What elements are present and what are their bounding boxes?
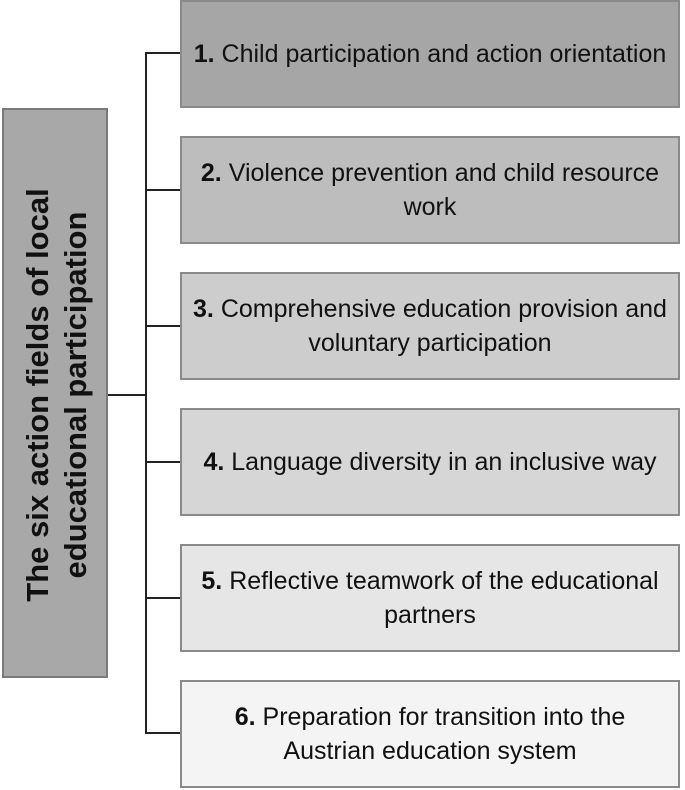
- action-field-text-6: Preparation for transition into the Austrian education system: [262, 703, 626, 765]
- action-field-text-2: Violence prevention and child resource work: [228, 159, 660, 221]
- connector-trunk: [145, 52, 147, 733]
- action-field-label-1: [194, 37, 667, 71]
- connector-branch-5: [145, 597, 180, 599]
- connector-branch-4: [145, 461, 180, 463]
- action-field-number-5: 5.: [201, 567, 223, 595]
- action-field-label-6: [188, 700, 672, 768]
- connector-branch-2: [145, 189, 180, 191]
- action-field-box-6: [180, 680, 680, 788]
- action-field-box-3: [180, 272, 680, 380]
- action-field-text-4: Language diversity in an inclusive way: [231, 448, 657, 476]
- action-field-number-1: 1.: [193, 40, 215, 68]
- action-field-text-1: Child participation and action orientation: [221, 40, 667, 68]
- connector-root-stub: [108, 394, 146, 396]
- action-field-box-1: [180, 0, 680, 108]
- action-field-label-2: [188, 156, 672, 224]
- connector-branch-3: [145, 325, 180, 327]
- action-field-box-2: [180, 136, 680, 244]
- action-field-label-4: [203, 445, 656, 479]
- connector-branch-6: [145, 732, 180, 734]
- action-field-text-3: Comprehensive education provision and voluntary participation: [220, 295, 667, 357]
- action-field-number-2: 2.: [200, 159, 222, 187]
- root-title: The six action fields of local educational participation: [20, 188, 93, 602]
- action-field-number-3: 3.: [193, 295, 214, 323]
- action-field-number-4: 4.: [203, 448, 225, 476]
- action-field-number-6: 6.: [234, 703, 256, 731]
- action-field-label-3: [188, 292, 672, 360]
- action-field-label-5: [188, 564, 672, 632]
- connector-branch-1: [145, 52, 180, 54]
- action-field-box-4: [180, 408, 680, 516]
- root-box: [2, 108, 108, 678]
- action-field-box-5: [180, 544, 680, 652]
- action-field-text-5: Reflective teamwork of the educational partners: [229, 567, 659, 629]
